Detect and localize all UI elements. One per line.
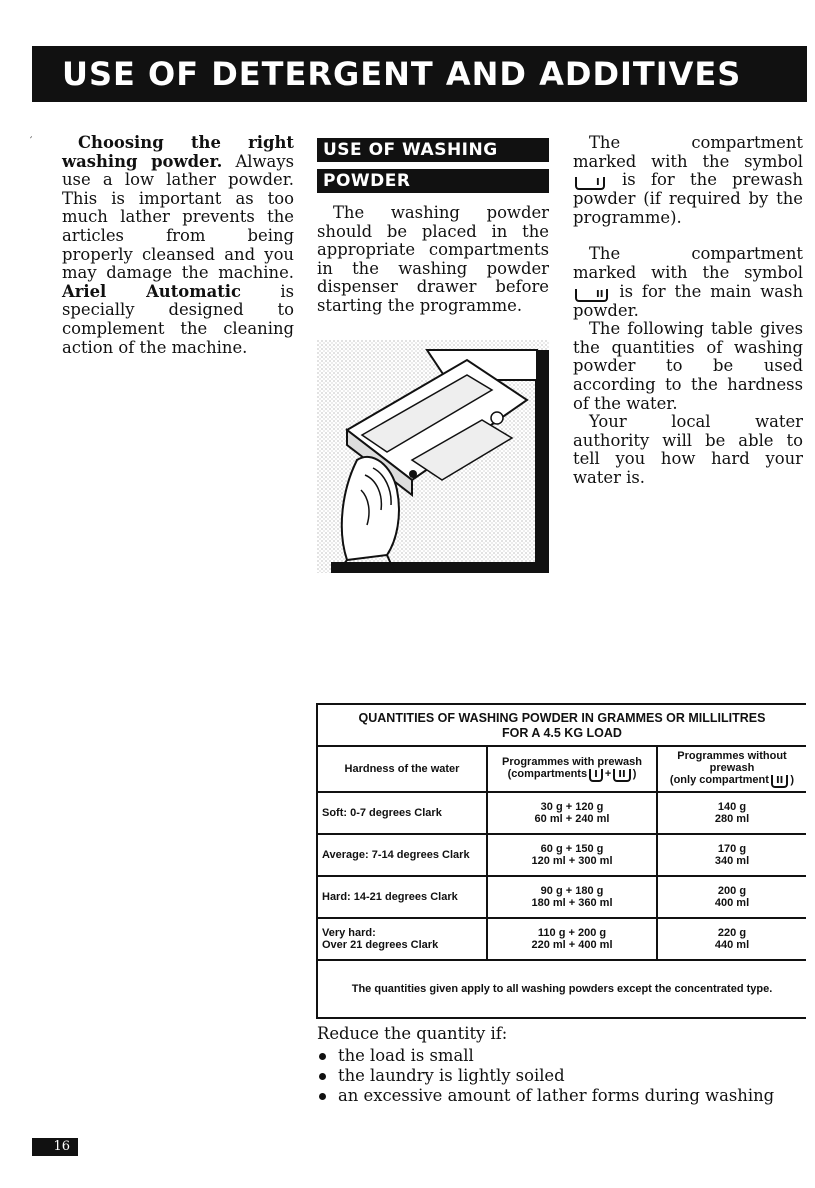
page-number: 16 — [32, 1138, 78, 1156]
header-hardness: Hardness of the water — [317, 746, 487, 792]
reduce-quantity-section — [317, 1024, 797, 1106]
right-column — [573, 134, 803, 488]
table-caption: QUANTITIES OF WASHING POWDER IN GRAMMES OR MILLILITRES FOR A 4.5 KG LOAD — [317, 704, 806, 746]
choosing-powder-text: Always use a low lather powder. This is important as too much lather prevents the articles from being properly cleansed and you may damage the machine. — [62, 151, 294, 283]
mainwash-compartment-icon: II — [575, 289, 608, 302]
without-prewash-cell: 170 g 340 ml — [657, 834, 806, 876]
with-prewash-cell: 30 g + 120 g 60 ml + 240 ml — [487, 792, 657, 834]
reduce-intro: Reduce the quantity if: — [317, 1024, 508, 1043]
header-without-prewash: Programmes without prewash (only compartment II ) — [657, 746, 806, 792]
powder-quantities-table — [316, 703, 806, 1019]
prewash-icon: I — [589, 769, 603, 782]
list-item: the laundry is lightly soiled — [317, 1066, 797, 1086]
with-prewash-cell: 110 g + 200 g 220 ml + 400 ml — [487, 918, 657, 960]
hardness-cell: Very hard: Over 21 degrees Clark — [317, 918, 487, 960]
table-row — [317, 876, 806, 918]
washing-powder-paragraph: The washing powder should be placed in the appropriate compartments in the washing powder dispenser drawer before starting the programme. — [317, 203, 549, 315]
table-intro-paragraph: The following table gives the quantities of washing powder to be used according to the hardness of the water. — [573, 319, 803, 413]
prewash-compartment-paragraph: The compartment marked with the symbol I is for the prewash powder (if required by the programme). — [573, 133, 803, 227]
page-title: USE OF DETERGENT AND ADDITIVES — [32, 46, 807, 102]
without-prewash-cell: 200 g 400 ml — [657, 876, 806, 918]
hardness-cell: Soft: 0-7 degrees Clark — [317, 792, 487, 834]
header-with-prewash: Programmes with prewash (compartments I + II ) — [487, 746, 657, 792]
list-item: the load is small — [317, 1046, 797, 1066]
margin-mark: ′ — [30, 136, 33, 147]
table-row — [317, 834, 806, 876]
dispenser-drawer-illustration — [317, 340, 549, 573]
table-row — [317, 918, 806, 960]
brand-text: is specially designed to complement the cleaning action of the machine. — [62, 281, 294, 357]
section-heading-line1: USE OF WASHING — [317, 138, 549, 162]
water-authority-paragraph: Your local water authority will be able to tell you how hard your water is. — [573, 412, 803, 487]
mainwash-compartment-paragraph: The compartment marked with the symbol II is for the main wash powder. — [573, 244, 803, 320]
list-item: an excessive amount of lather forms during washing — [317, 1086, 797, 1106]
without-prewash-cell: 140 g 280 ml — [657, 792, 806, 834]
table-note: The quantities given apply to all washing powders except the concentrated type. — [317, 960, 806, 1018]
hardness-cell: Average: 7-14 degrees Clark — [317, 834, 487, 876]
table-row — [317, 792, 806, 834]
reduce-list — [317, 1046, 797, 1106]
brand-name: Ariel Automatic — [62, 281, 241, 301]
left-column — [62, 134, 294, 357]
hardness-cell: Hard: 14-21 degrees Clark — [317, 876, 487, 918]
with-prewash-cell: 60 g + 150 g 120 ml + 300 ml — [487, 834, 657, 876]
mainwash-icon: II — [613, 769, 630, 782]
choosing-powder-heading: Choosing the right washing powder. — [62, 133, 294, 171]
with-prewash-cell: 90 g + 180 g 180 ml + 360 ml — [487, 876, 657, 918]
section-heading-line2: POWDER — [317, 169, 549, 193]
mainwash-only-icon: II — [771, 775, 788, 788]
prewash-compartment-icon: I — [575, 177, 605, 190]
without-prewash-cell: 220 g 440 ml — [657, 918, 806, 960]
middle-column — [317, 204, 549, 316]
